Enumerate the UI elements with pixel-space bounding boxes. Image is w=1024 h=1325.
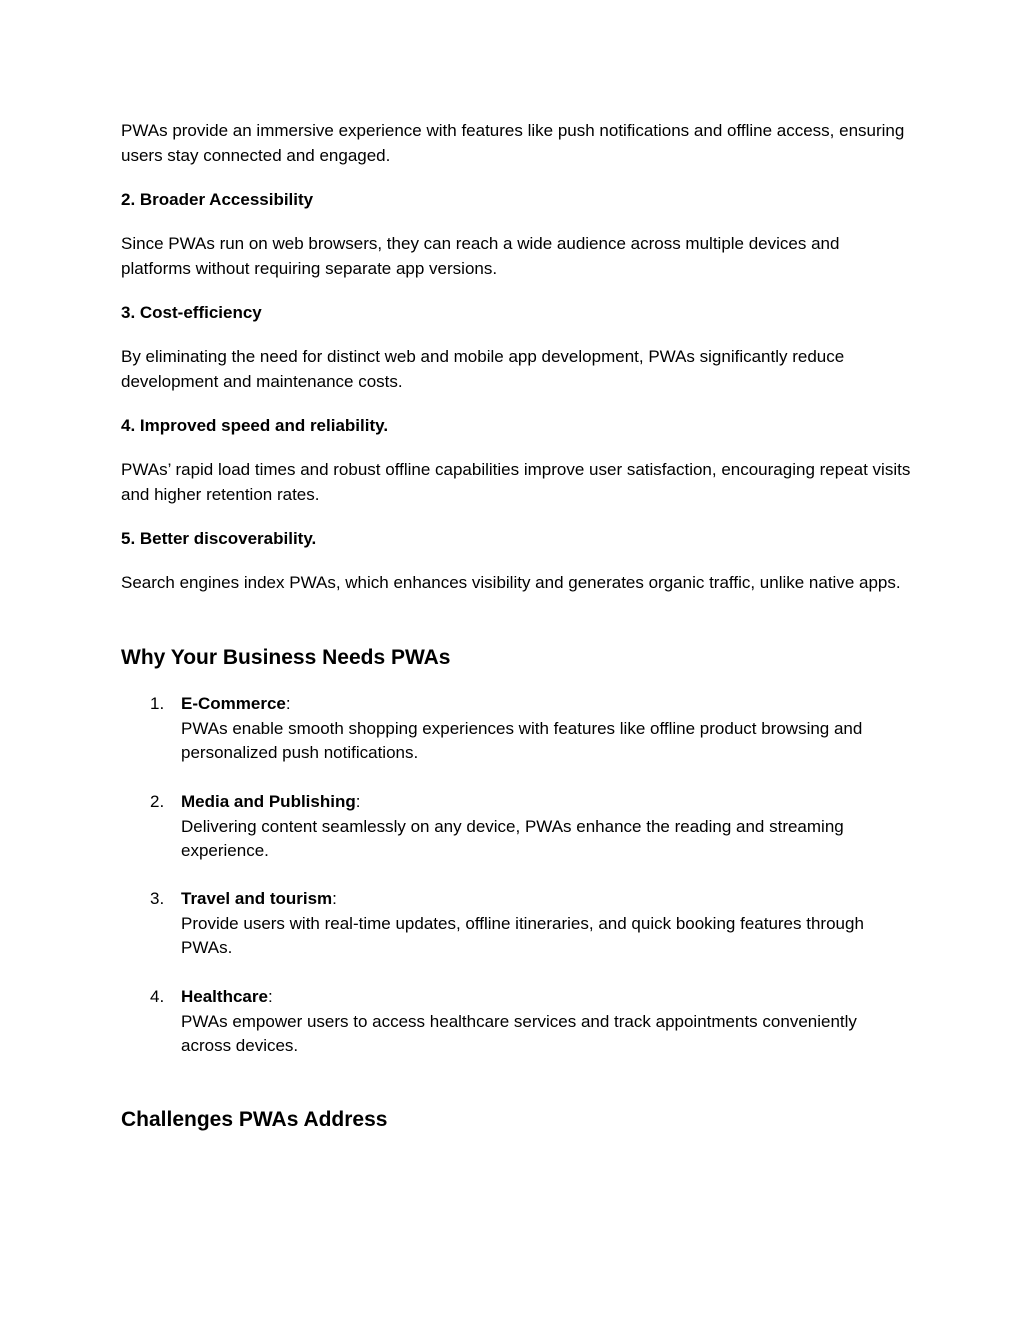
intro-paragraph: PWAs provide an immersive experience with features like push notifications and offline access, ensuring users stay connected and engaged. [121,121,905,165]
benefit-heading-accessibility: 2. Broader Accessibility [121,190,314,209]
benefit-heading-speed: 4. Improved speed and reliability. [121,416,389,435]
list-item-title: Media and Publishing [181,792,356,811]
list-item-text: PWAs empower users to access healthcare services and track appointments conveniently across devices. [181,1011,857,1055]
list-item-title: Healthcare [181,987,268,1006]
list-item-body [181,985,911,1059]
list-item-number: 4. [150,987,165,1006]
section-heading-challenges: Challenges PWAs Address [121,1108,388,1131]
benefit-text-speed: PWAs’ rapid load times and robust offline capabilities improve user satisfaction, encouraging repeat visits and higher retention rates. [121,460,911,504]
benefit-text-cost: By eliminating the need for distinct web and mobile app development, PWAs significantly reduce development and maintenance costs. [121,347,845,391]
list-item-title-line [181,790,911,815]
list-item-number: 2. [150,792,165,811]
benefit-heading-discoverability: 5. Better discoverability. [121,529,317,548]
list-item-title: Travel and tourism [181,889,333,908]
benefit-text-discoverability: Search engines index PWAs, which enhances visibility and generates organic traffic, unlike native apps. [121,573,901,592]
list-item-number: 1. [150,694,165,713]
list-item-colon: : [332,889,337,908]
benefit-text-accessibility: Since PWAs run on web browsers, they can reach a wide audience across multiple devices and platforms without requiring separate app versions. [121,234,840,278]
list-item-number: 3. [150,889,165,908]
list-item-text: Provide users with real-time updates, offline itineraries, and quick booking features through PWAs. [181,913,864,957]
list-item-colon: : [355,792,361,811]
list-item-title-line [181,692,911,717]
list-item-text: Delivering content seamlessly on any device, PWAs enhance the reading and streaming experience. [181,816,844,860]
list-item-colon: : [285,694,291,713]
list-item-text: PWAs enable smooth shopping experiences with features like offline product browsing and personalized push notifications. [181,718,863,762]
list-item-title-line [181,985,911,1010]
list-item-colon: : [267,987,273,1006]
list-item-body [181,790,911,864]
list-item-body [181,692,911,766]
section-heading-why: Why Your Business Needs PWAs [121,646,451,669]
list-item-title-line [181,887,911,912]
benefit-heading-cost: 3. Cost-efficiency [121,303,262,322]
list-item-title: E-Commerce [181,694,286,713]
list-item-body [181,887,911,961]
